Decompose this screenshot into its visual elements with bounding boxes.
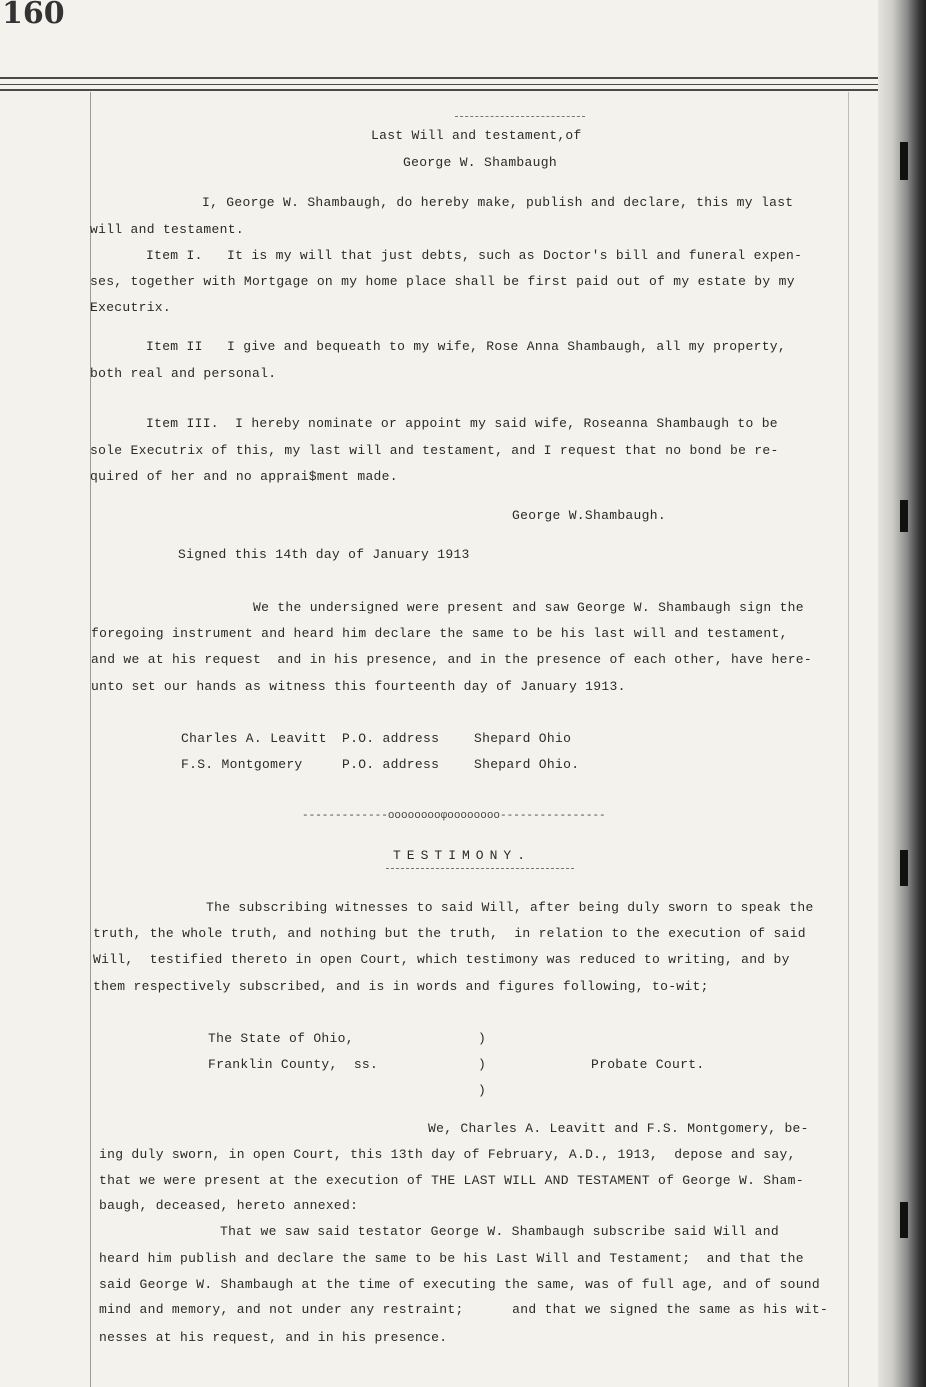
testimony-body-line: mind and memory, and not under any restraint; and that we signed the same as his wit- <box>99 1302 829 1317</box>
top-dash <box>455 116 585 117</box>
declaration-line: I, George W. Shambaugh, do hereby make, publish and declare, this my last <box>202 195 794 210</box>
right-margin-line <box>848 92 849 1387</box>
book-binding <box>878 0 926 1387</box>
caption-county: Franklin County, ss. <box>208 1057 379 1072</box>
witness-name: F.S. Montgomery <box>181 757 303 772</box>
witness-address-label: P.O. address <box>342 757 440 772</box>
testimony-body-line: that we were present at the execution of THE LAST WILL AND TESTAMENT of George W. Sham- <box>99 1173 804 1188</box>
binding-tab <box>900 1202 908 1238</box>
section-separator: -------------ooooooooφoooooooo---------------- <box>302 810 606 822</box>
witness-address: Shepard Ohio. <box>474 757 580 772</box>
testimony-body-line: We, Charles A. Leavitt and F.S. Montgomery, be- <box>428 1121 809 1136</box>
header-rule <box>0 84 890 85</box>
witness-address: Shepard Ohio <box>474 731 572 746</box>
testimony-body-line: ing duly sworn, in open Court, this 13th day of February, A.D., 1913, depose and say, <box>99 1147 796 1162</box>
testimony-intro-line: The subscribing witnesses to said Will, after being duly sworn to speak the <box>206 900 814 915</box>
item3-line: quired of her and no apprai$ment made. <box>90 469 398 484</box>
declaration-line: will and testament. <box>90 222 244 237</box>
testimony-intro-line: truth, the whole truth, and nothing but the truth, in relation to the execution of said <box>93 926 806 941</box>
item1-line: Item I. It is my will that just debts, such as Doctor's bill and funeral expen- <box>146 248 803 263</box>
item3-line: sole Executrix of this, my last will and testament, and I request that no bond be re- <box>90 443 779 458</box>
will-subtitle: George W. Shambaugh <box>403 155 557 170</box>
testimony-intro-line: them respectively subscribed, and is in words and figures following, to-wit; <box>93 979 709 994</box>
caption-bracket: ) <box>478 1083 487 1098</box>
testimony-body-line: baugh, deceased, hereto annexed: <box>99 1198 359 1213</box>
caption-bracket: ) <box>478 1031 487 1046</box>
item1-line: ses, together with Mortgage on my home place shall be first paid out of my estate by my <box>90 274 795 289</box>
attestation-line: foregoing instrument and heard him declare the same to be his last will and testament, <box>91 626 788 641</box>
caption-bracket: ) <box>478 1057 487 1072</box>
header-rule <box>0 89 890 91</box>
item3-line: Item III. I hereby nominate or appoint my said wife, Roseanna Shambaugh to be <box>146 416 778 431</box>
testimony-body-line: nesses at his request, and in his presence. <box>99 1330 448 1345</box>
testimony-heading: TESTIMONY. <box>393 848 532 863</box>
binding-tab <box>900 500 908 532</box>
testator-signature: George W.Shambaugh. <box>512 508 666 523</box>
header-rule <box>0 77 890 79</box>
testimony-body-line: heard him publish and declare the same to be his Last Will and Testament; and that the <box>99 1251 804 1266</box>
attestation-line: unto set our hands as witness this fourteenth day of January 1913. <box>91 679 626 694</box>
will-title: Last Will and testament,of <box>371 128 582 143</box>
attestation-line: We the undersigned were present and saw George W. Shambaugh sign the <box>253 600 804 615</box>
witness-name: Charles A. Leavitt <box>181 731 327 746</box>
testimony-body-line: That we saw said testator George W. Shambaugh subscribe said Will and <box>220 1224 779 1239</box>
caption-court: Probate Court. <box>591 1057 705 1072</box>
binding-tab <box>900 142 908 180</box>
heading-underline <box>386 868 574 869</box>
item2-line: Item II I give and bequeath to my wife, Rose Anna Shambaugh, all my property, <box>146 339 786 354</box>
testimony-body-line: said George W. Shambaugh at the time of executing the same, was of full age, and of sound <box>99 1277 821 1292</box>
testimony-intro-line: Will, testified thereto in open Court, which testimony was reduced to writing, and by <box>93 952 790 967</box>
caption-state: The State of Ohio, <box>208 1031 354 1046</box>
signed-date: Signed this 14th day of January 1913 <box>178 547 470 562</box>
item2-line: both real and personal. <box>90 366 277 381</box>
item1-line: Executrix. <box>90 300 172 315</box>
attestation-line: and we at his request and in his presence, and in the presence of each other, have here- <box>91 652 813 667</box>
binding-tab <box>900 850 908 886</box>
witness-address-label: P.O. address <box>342 731 440 746</box>
page-number: 160 <box>2 0 65 31</box>
